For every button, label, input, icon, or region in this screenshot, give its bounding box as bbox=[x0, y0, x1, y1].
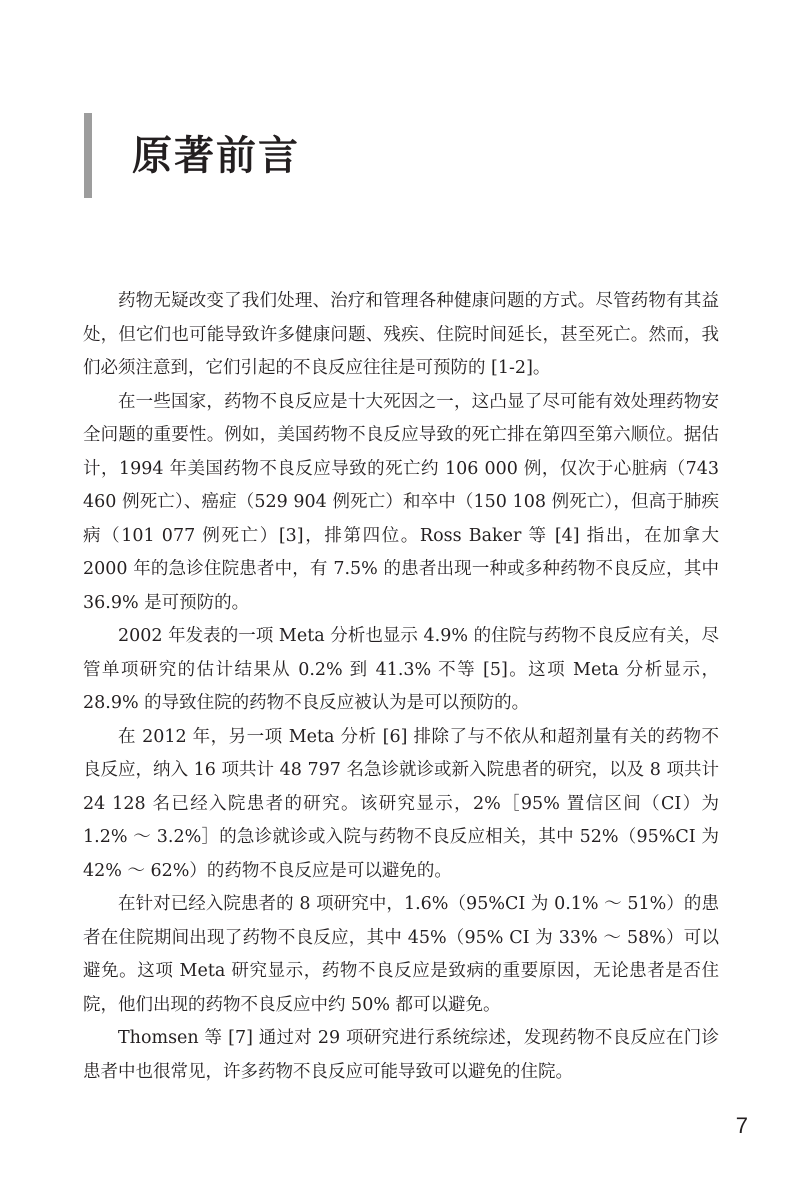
page-number: 7 bbox=[735, 1113, 748, 1138]
title-accent-bar bbox=[84, 113, 92, 198]
paragraph-6: Thomsen 等 [7] 通过对 29 项研究进行系统综述，发现药物不良反应在门诊患者中也很常见，许多药物不良反应可能导致可以避免的住院。 bbox=[83, 1028, 719, 1082]
paragraph-1: 药物无疑改变了我们处理、治疗和管理各种健康问题的方式。尽管药物有其益处，但它们也可能导致许多健康问题、残疾、住院时间延长，甚至死亡。然而，我们必须注意到，它们引起的不良反应往往是可预防的 [1-2]。 bbox=[83, 291, 719, 378]
paragraph-5: 在针对已经入院患者的 8 项研究中，1.6%（95%CI 为 0.1% ～ 51%）的患者在住院期间出现了药物不良反应，其中 45%（95% CI 为 33% ～ 58%）可以避免。这项 Meta 研究显示，药物不良反应是致病的重要原因，无论患者是否住院，他们出现的药物不良反应中约 50% 都可以避免。 bbox=[83, 894, 719, 1015]
paragraph-2: 在一些国家，药物不良反应是十大死因之一，这凸显了尽可能有效处理药物安全问题的重要性。例如，美国药物不良反应导致的死亡排在第四至第六顺位。据估计，1994 年美国药物不良反应导致的死亡约 106 000 例，仅次于心脏病（743 460 例死亡）、癌症（529 904 例死亡）和卒中（150 108 例死亡），但高于肺疾病（101 077 例死亡）[3]，排第四位。Ross Baker 等 [4] 指出，在加拿大 2000 年的急诊住院患者中，有 7.5% 的患者出现一种或多种药物不良反应，其中 36.9% 是可预防的。 bbox=[83, 391, 719, 613]
page-title: 原著前言 bbox=[132, 132, 300, 179]
paragraph-4: 在 2012 年，另一项 Meta 分析 [6] 排除了与不依从和超剂量有关的药物不良反应，纳入 16 项共计 48 797 名急诊就诊或新入院患者的研究，以及 8 项共计 24 128 名已经入院患者的研究。该研究显示，2%［95% 置信区间（CI）为 1.2% ～ 3.2%］的急诊就诊或入院与药物不良反应相关，其中 52%（95%CI 为 42% ～ 62%）的药物不良反应是可以避免的。 bbox=[83, 726, 719, 881]
body-text bbox=[83, 285, 719, 1089]
paragraph-3: 2002 年发表的一项 Meta 分析也显示 4.9% 的住院与药物不良反应有关，尽管单项研究的估计结果从 0.2% 到 41.3% 不等 [5]。这项 Meta 分析显示，28.9% 的导致住院的药物不良反应被认为是可以预防的。 bbox=[83, 626, 719, 713]
